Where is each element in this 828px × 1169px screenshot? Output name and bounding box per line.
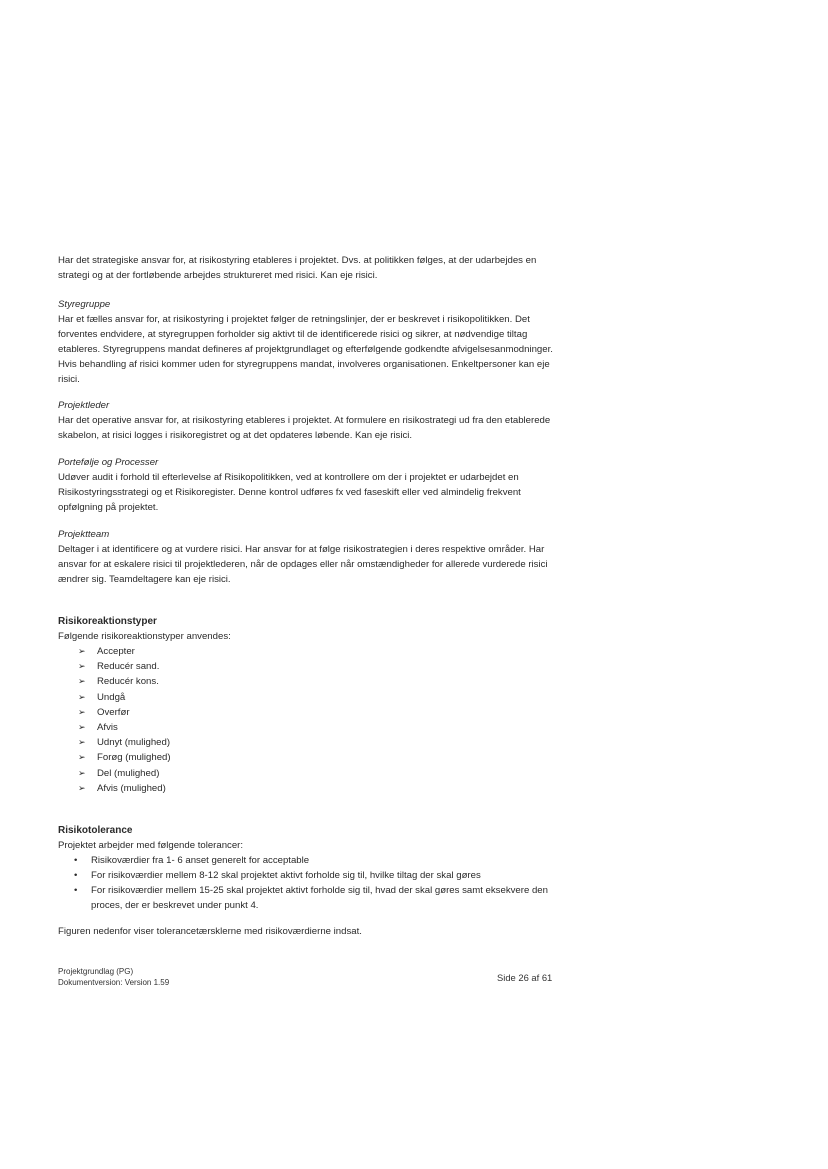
role-section-styregruppe bbox=[58, 297, 558, 387]
role-title: Styregruppe bbox=[58, 299, 111, 310]
role-description: Udøver audit i forhold til efterlevelse af Risikopolitikken, ved at kontrollere om der i projektet er udarbejdet en Risikostyringsstrategi og et Risikoregister. Denne kontrol udføres fx ved faseskift eller ved almindelig frekvent opfølgning på projektet. bbox=[58, 472, 521, 513]
arrow-bullet-icon: ➢ bbox=[78, 676, 86, 687]
arrow-bullet-icon: ➢ bbox=[78, 782, 86, 793]
arrow-bullet-icon: ➢ bbox=[78, 661, 86, 672]
section-intro: Projektet arbejder med følgende tolerancer: bbox=[58, 840, 244, 852]
bullet-icon: • bbox=[74, 855, 78, 867]
arrow-bullet-icon: ➢ bbox=[78, 722, 86, 733]
list-item: • Risikoværdier fra 1- 6 anset generelt for acceptable bbox=[74, 855, 310, 867]
list-item: ➢ Afvis bbox=[78, 720, 558, 735]
list-item: ➢ Reducér sand. bbox=[78, 659, 558, 674]
role-section-projektteam bbox=[58, 527, 558, 587]
list-item: • For risikoværdier mellem 15-25 skal projektet aktivt forholde sig til, hvad der skal gøres samt eksekvere den proces, der er beskrevet under punkt 4. bbox=[74, 885, 548, 912]
section-heading: Risikotolerance bbox=[58, 825, 133, 837]
list-item: ➢ Afvis (mulighed) bbox=[78, 781, 558, 796]
section-intro: Følgende risikoreaktionstyper anvendes: bbox=[58, 631, 231, 642]
role-description: Deltager i at identificere og at vurdere risici. Har ansvar for at følge risikostrategien i deres respektive områder. Har ansvar for at eskalere risici til projektlederen, når de opdages eller når omstændigheder for allerede vurderede risici ændrer sig. Teamdeltagere kan eje risici. bbox=[58, 544, 548, 585]
list-item: ➢ Udnyt (mulighed) bbox=[78, 735, 558, 750]
role-section-portefolje bbox=[58, 455, 558, 515]
role-title: Projektteam bbox=[58, 529, 110, 540]
intro-paragraph: Har det strategiske ansvar for, at risikostyring etableres i projektet. Dvs. at politikken følges, at der udarbejdes en strategi og at der fortløbende arbejdes struktureret med risici. Kan eje risici. bbox=[58, 255, 537, 281]
reaction-type-list bbox=[58, 644, 558, 796]
tolerance-list bbox=[58, 853, 558, 913]
footer-document-info bbox=[58, 966, 169, 988]
bullet-icon: • bbox=[74, 870, 78, 882]
role-title: Projektleder bbox=[58, 400, 110, 411]
list-item: ➢ Undgå bbox=[78, 690, 558, 705]
arrow-bullet-icon: ➢ bbox=[78, 646, 86, 656]
page-number: Side 26 af 61 bbox=[497, 972, 553, 983]
list-item: ➢ Accepter bbox=[78, 644, 558, 659]
arrow-bullet-icon: ➢ bbox=[78, 737, 86, 748]
role-section-projektleder bbox=[58, 398, 558, 443]
list-item: ➢ Overfør bbox=[78, 705, 558, 720]
footer-document-name: Projektgrundlag (PG) bbox=[58, 967, 134, 976]
page-content bbox=[58, 253, 558, 939]
role-title: Portefølje og Processer bbox=[58, 457, 159, 468]
risikotolerance-section bbox=[58, 823, 558, 939]
list-item: ➢ Forøg (mulighed) bbox=[78, 750, 558, 765]
arrow-bullet-icon: ➢ bbox=[78, 706, 86, 717]
role-description: Har det operative ansvar for, at risikostyring etableres i projektet. At formulere en risikostrategi ud fra den etablerede skabelon, at risici logges i risikoregistret og at det opdateres løbende. Kan eje risici. bbox=[58, 415, 551, 441]
risikoreaktion-section bbox=[58, 614, 558, 796]
list-item: ➢ Del (mulighed) bbox=[78, 766, 558, 781]
arrow-bullet-icon: ➢ bbox=[78, 767, 86, 778]
figure-note: Figuren nedenfor viser tolerancetærsklerne med risikoværdierne indsat. bbox=[58, 926, 362, 938]
role-description: Har et fælles ansvar for, at risikostyring i projektet følger de retningslinjer, der er beskrevet i risikopolitikken. Det forventes endvidere, at styregruppen forholder sig aktivt til de identificerede risici og sikrer, at nødvendige tiltag etableres. Styregruppens mandat defineres af projektgrundlaget og efterfølgende godkendte afvigelsesanmodninger. Hvis behandling af risici kommer uden for styregruppens mandat, involveres organisationen. Enkeltpersoner kan eje risici. bbox=[58, 314, 553, 385]
bullet-icon: • bbox=[74, 885, 78, 897]
section-heading: Risikoreaktionstyper bbox=[58, 616, 157, 627]
arrow-bullet-icon: ➢ bbox=[78, 691, 86, 702]
footer-document-version: Dokumentversion: Version 1.59 bbox=[58, 978, 170, 987]
list-item: ➢ Reducér kons. bbox=[78, 674, 558, 689]
list-item: • For risikoværdier mellem 8-12 skal projektet aktivt forholde sig til, hvilke tiltag der skal gøres bbox=[74, 870, 481, 882]
arrow-bullet-icon: ➢ bbox=[78, 752, 86, 763]
